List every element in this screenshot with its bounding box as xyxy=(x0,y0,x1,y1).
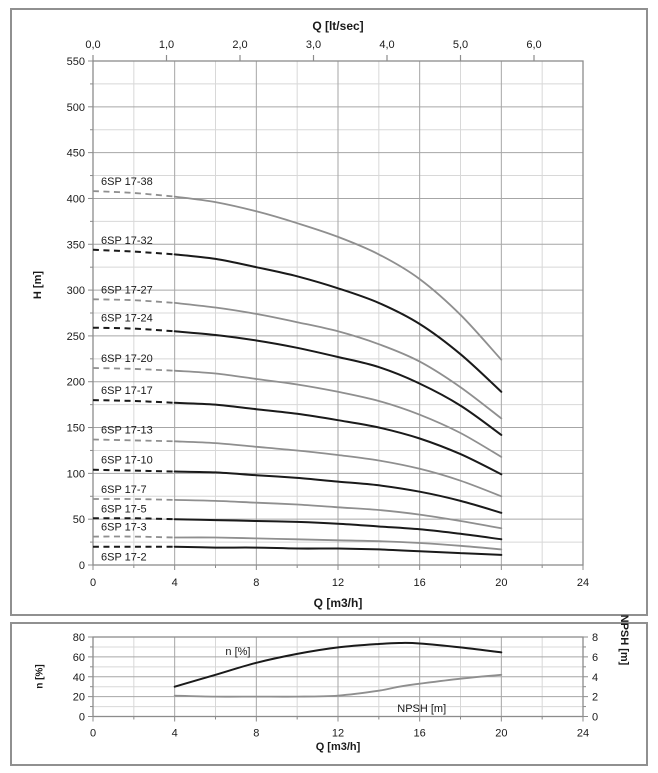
x-axis-tick-label: 0 xyxy=(89,727,97,740)
curve-label: 6SP 17-27 xyxy=(101,284,153,297)
curve-label: n [%] xyxy=(225,645,251,658)
right-axis-tick-label: 6 xyxy=(592,651,599,664)
top-axis-tick-label: 3,0 xyxy=(305,39,322,51)
y-axis-tick-label: 200 xyxy=(66,376,85,389)
left-axis-tick-label: 0 xyxy=(78,711,85,724)
main-x-axis-title: Q [m3/h] xyxy=(313,596,363,610)
y-axis-tick-label: 250 xyxy=(66,330,85,343)
curve-label: 6SP 17-20 xyxy=(101,352,153,365)
right-axis-tick-label: 0 xyxy=(592,711,599,724)
x-axis-tick-label: 16 xyxy=(413,727,426,740)
x-axis-tick-label: 12 xyxy=(331,727,345,740)
left-axis-tick-label: 40 xyxy=(72,671,85,684)
x-axis-tick-label: 20 xyxy=(495,727,508,740)
curve-label: 6SP 17-10 xyxy=(101,454,153,467)
y-axis-tick-label: 550 xyxy=(66,56,85,68)
right-axis-tick-label: 4 xyxy=(592,671,599,684)
bottom-right-axis-title: NPSH [m] xyxy=(618,614,630,666)
head-capacity-chart-panel xyxy=(10,8,648,616)
y-axis-tick-label: 0 xyxy=(78,560,85,572)
y-axis-tick-label: 300 xyxy=(66,285,85,298)
top-axis-tick-label: 0,0 xyxy=(85,39,101,51)
curve-label: 6SP 17-17 xyxy=(101,385,153,398)
x-axis-tick-label: 0 xyxy=(89,577,97,589)
top-axis-tick-label: 4,0 xyxy=(379,39,395,51)
x-axis xyxy=(90,565,589,589)
y-axis-tick-label: 100 xyxy=(66,468,85,481)
y-axis-tick-label: 400 xyxy=(66,193,85,206)
y-axis-tick-label: 450 xyxy=(66,147,85,160)
grid xyxy=(93,61,583,565)
main-y-axis-title: H [m] xyxy=(32,270,44,300)
curve-label: 6SP 17-24 xyxy=(101,312,153,325)
y-axis-tick-label: 150 xyxy=(66,422,85,435)
curve-label: 6SP 17-5 xyxy=(101,503,147,516)
curve-label: NPSH [m] xyxy=(397,703,447,716)
x-axis-tick-label: 4 xyxy=(171,577,178,589)
main-top-axis-title: Q [lt/sec] xyxy=(312,19,364,33)
curve-label: 6SP 17-38 xyxy=(101,176,153,189)
y-axis xyxy=(67,56,93,572)
curve-label: 6SP 17-3 xyxy=(101,521,147,534)
right-axis-tick-label: 8 xyxy=(592,632,599,644)
top-axis-tick-label: 6,0 xyxy=(526,39,542,51)
efficiency-npsh-chart-panel xyxy=(10,614,648,766)
curve-label: 6SP 17-7 xyxy=(101,484,147,497)
x-axis-tick-label: 24 xyxy=(576,577,590,589)
top-axis-tick-label: 1,0 xyxy=(158,39,175,51)
y-axis-tick-label: 500 xyxy=(66,101,85,114)
top-axis-tick-label: 2,0 xyxy=(232,39,248,51)
y-axis-tick-label: 50 xyxy=(72,514,85,527)
grid xyxy=(93,637,583,717)
x-axis-tick-label: 16 xyxy=(413,577,426,589)
x-axis-tick-label: 8 xyxy=(253,727,260,740)
curve-label: 6SP 17-13 xyxy=(101,424,153,437)
left-axis-tick-label: 60 xyxy=(72,651,85,664)
x-axis-tick-label: 4 xyxy=(171,727,178,740)
curve-label: 6SP 17-32 xyxy=(101,234,153,247)
x-axis xyxy=(90,717,589,740)
right-axis xyxy=(583,632,598,724)
right-axis-tick-label: 2 xyxy=(592,691,599,704)
x-axis-tick-label: 12 xyxy=(331,577,345,589)
left-axis-tick-label: 20 xyxy=(72,691,85,704)
bottom-left-axis-title: n [%] xyxy=(34,664,46,689)
x-axis-tick-label: 20 xyxy=(495,577,508,589)
curve-label: 6SP 17-2 xyxy=(101,551,147,564)
left-axis-tick-label: 80 xyxy=(72,632,85,644)
x-axis-tick-label: 8 xyxy=(253,577,260,589)
top-axis-tick-label: 5,0 xyxy=(452,39,469,51)
top-axis xyxy=(85,39,541,61)
left-axis xyxy=(73,632,93,724)
bottom-x-axis-title: Q [m3/h] xyxy=(315,741,361,753)
x-axis-tick-label: 24 xyxy=(576,727,590,740)
y-axis-tick-label: 350 xyxy=(66,239,85,252)
head-capacity-chart xyxy=(12,10,646,614)
